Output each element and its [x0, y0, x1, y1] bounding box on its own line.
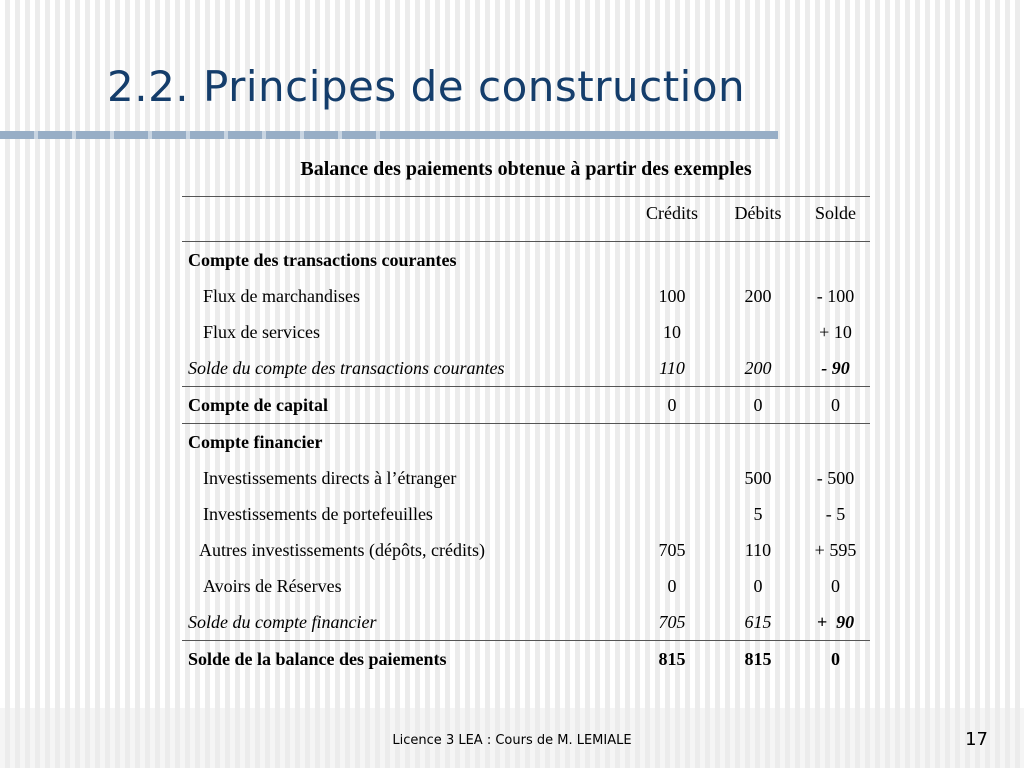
row-solde: - 5: [825, 503, 846, 524]
row-label: Compte de capital: [182, 387, 629, 424]
footer-text: Licence 3 LEA : Cours de M. LEMIALE: [392, 733, 632, 748]
table-row-subtotal: [182, 350, 870, 387]
row-debits: 0: [753, 575, 763, 596]
table-row: [182, 532, 870, 568]
row-credits: 110: [659, 357, 685, 378]
table-row: [182, 568, 870, 604]
row-debits: 5: [753, 503, 763, 524]
row-label: Investissements directs à l’étranger: [203, 467, 457, 488]
row-credits: 0: [667, 575, 677, 596]
row-solde: 0: [831, 575, 840, 596]
table-row: [182, 278, 870, 314]
row-debits: 615: [744, 611, 772, 632]
header-label-cell: [182, 197, 629, 242]
table-caption: Balance des paiements obtenue à partir des exemples: [300, 158, 752, 180]
table-header-row: [182, 197, 870, 242]
row-debits: 500: [744, 467, 772, 488]
row-solde: - 100: [816, 285, 855, 306]
row-solde: 0: [801, 641, 870, 678]
row-debits: 200: [744, 285, 772, 306]
row-label: Avoirs de Réserves: [203, 575, 342, 596]
row-credits: 705: [658, 611, 686, 632]
row-solde: - 500: [816, 467, 855, 488]
row-solde: + 595: [814, 539, 857, 560]
slide-title: 2.2. Principes de construction: [107, 62, 746, 111]
row-label: Solde du compte financier: [188, 611, 377, 632]
row-label: Flux de services: [203, 321, 320, 342]
table-row: [182, 387, 870, 424]
row-label: Compte des transactions courantes: [188, 249, 457, 270]
table-row-total: [182, 641, 870, 678]
row-credits: [629, 460, 715, 496]
row-debits: [715, 424, 801, 461]
row-label: Autres investissements (dépôts, crédits): [199, 539, 485, 560]
row-debits: [715, 314, 801, 350]
row-credits: [629, 496, 715, 532]
header-solde: Solde: [801, 197, 870, 242]
table-row: [182, 496, 870, 532]
row-credits: 705: [658, 539, 686, 560]
table-row: [182, 460, 870, 496]
row-credits: [629, 424, 715, 461]
header-debits: Débits: [715, 197, 801, 242]
row-solde: + 10: [819, 321, 852, 342]
row-credits: 0: [629, 387, 715, 424]
row-label: Solde du compte des transactions courantes: [188, 357, 505, 378]
row-debits: 815: [715, 641, 801, 678]
row-solde: [801, 242, 870, 279]
row-label: Solde de la balance des paiements: [182, 641, 629, 678]
table-row: [182, 314, 870, 350]
row-debits: 200: [744, 357, 772, 378]
underline-solid-segment: [395, 131, 778, 139]
row-debits: 110: [744, 539, 772, 560]
header-credits: Crédits: [629, 197, 715, 242]
table-row: [182, 424, 870, 461]
row-debits: 0: [715, 387, 801, 424]
row-solde: - 90: [821, 357, 850, 378]
balance-of-payments-table: [182, 196, 870, 677]
row-label: Compte financier: [182, 424, 629, 461]
page-number: 17: [965, 729, 988, 750]
row-credits: [629, 242, 715, 279]
row-credits: 10: [663, 321, 681, 342]
row-credits: 815: [629, 641, 715, 678]
table-row: [182, 242, 870, 279]
title-underline-bar: [0, 131, 778, 141]
row-credits: 100: [658, 285, 686, 306]
row-debits: [715, 242, 801, 279]
row-solde: [801, 424, 870, 461]
row-label: Flux de marchandises: [203, 285, 360, 306]
table-row-subtotal: [182, 604, 870, 641]
row-solde: + 90: [816, 611, 855, 632]
row-label: Investissements de portefeuilles: [203, 503, 433, 524]
row-solde: 0: [801, 387, 870, 424]
